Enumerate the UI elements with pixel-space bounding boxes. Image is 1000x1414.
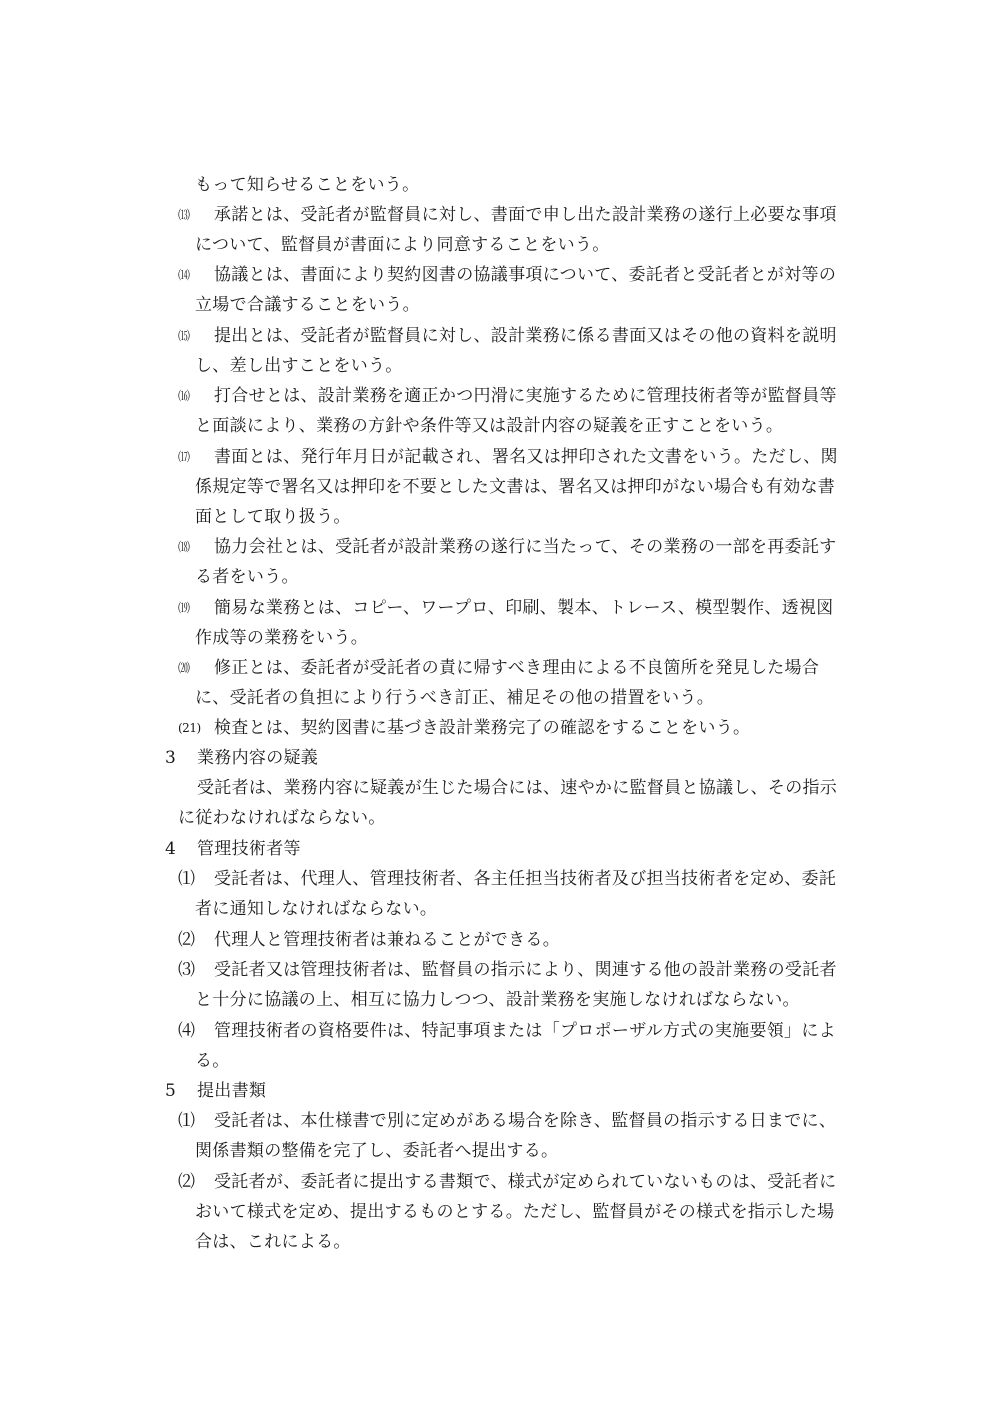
s4-item-3-line-1: 受託者又は管理技術者は、監督員の指示により、関連する他の設計業務の受託者 [214,960,837,980]
item-16-line-2: と面談により、業務の方針や条件等又は設計内容の疑義を正すことをいう。 [195,416,784,436]
s4-item-1-marker: ⑴ [178,869,196,889]
item-marker-13: ⒀ [178,208,190,222]
item-marker-15: ⒂ [178,329,190,343]
item-16-line-1: 打合せとは、設計業務を適正かつ円滑に実施するために管理技術者等が監督員等 [214,386,837,406]
item-19-line-1: 簡易な業務とは、コピー、ワープロ、印刷、製本、トレース、模型製作、透視図 [214,598,834,618]
item-13-line-1: 承諾とは、受託者が監督員に対し、書面で申し出た設計業務の遂行上必要な事項 [214,205,837,225]
item-marker-16: ⒃ [178,389,190,403]
s5-item-1-line-2: 関係書類の整備を完了し、委託者へ提出する。 [195,1141,559,1161]
s5-item-1-line-1: 受託者は、本仕様書で別に定めがある場合を除き、監督員の指示する日までに、 [214,1111,837,1131]
section-5-heading: 提出書類 [197,1081,267,1101]
item-20-line-1: 修正とは、委託者が受託者の責に帰すべき理由による不良箇所を発見した場合 [214,658,820,678]
s4-item-2-line-1: 代理人と管理技術者は兼ねることができる。 [214,930,560,950]
s4-item-3-marker: ⑶ [178,960,196,980]
item-18-line-1: 協力会社とは、受託者が設計業務の遂行に当たって、その業務の一部を再委託す [214,537,837,557]
item-20-line-2: に、受託者の負担により行うべき訂正、補足その他の措置をいう。 [195,688,714,708]
continuation-line: もって知らせることをいう。 [195,175,420,195]
item-14-line-1: 協議とは、書面により契約図書の協議事項について、委託者と受託者とが対等の [214,265,837,285]
item-marker-19: ⒆ [178,601,190,615]
s5-item-2-line-1: 受託者が、委託者に提出する書類で、様式が定められていないものは、受託者に [214,1172,837,1192]
item-marker-14: ⒁ [178,268,190,282]
s5-item-1-marker: ⑴ [178,1111,196,1131]
item-17-line-1: 書面とは、発行年月日が記載され、署名又は押印された文書をいう。ただし、関 [214,447,838,467]
item-marker-18: ⒅ [178,540,190,554]
item-17-line-2: 係規定等で署名又は押印を不要とした文書は、署名又は押印がない場合も有効な書 [195,477,836,497]
section-5-number: 5 [165,1081,177,1101]
section-3-number: 3 [165,748,177,768]
item-15-line-2: し、差し出すことをいう。 [195,356,403,376]
s5-item-2-line-2: おいて様式を定め、提出するものとする。ただし、監督員がその様式を指示した場 [195,1202,835,1222]
item-13-line-2: について、監督員が書面により同意することをいう。 [195,235,610,255]
s4-item-1-line-1: 受託者は、代理人、管理技術者、各主任担当技術者及び担当技術者を定め、委託 [214,869,837,889]
item-19-line-2: 作成等の業務をいう。 [195,628,368,648]
section-3-line-1: 受託者は、業務内容に疑義が生じた場合には、速やかに監督員と協議し、その指示 [197,778,838,798]
section-3-line-2: に従わなければならない。 [178,808,386,828]
s4-item-2-marker: ⑵ [178,930,196,950]
section-4-number: 4 [165,839,177,859]
section-4-heading: 管理技術者等 [197,839,301,859]
item-marker-20: ⒇ [178,661,190,675]
s4-item-1-line-2: 者に通知しなければならない。 [195,899,438,919]
s5-item-2-line-3: 合は、これによる。 [195,1232,351,1252]
item-21-line-1: 検査とは、契約図書に基づき設計業務完了の確認をすることをいう。 [214,718,751,738]
item-15-line-1: 提出とは、受託者が監督員に対し、設計業務に係る書面又はその他の資料を説明 [214,326,837,346]
s4-item-4-marker: ⑷ [178,1021,196,1041]
s4-item-3-line-2: と十分に協議の上、相互に協力しつつ、設計業務を実施しなければならない。 [195,990,800,1010]
section-3-heading: 業務内容の疑義 [197,748,319,768]
item-marker-21: (21) [178,721,201,735]
item-18-line-2: る者をいう。 [195,567,299,587]
item-17-line-3: 面として取り扱う。 [195,507,351,527]
s4-item-4-line-2: る。 [195,1051,230,1071]
s5-item-2-marker: ⑵ [178,1172,196,1192]
item-marker-17: ⒄ [178,450,190,464]
s4-item-4-line-1: 管理技術者の資格要件は、特記事項または「プロポーザル方式の実施要領」によ [214,1021,836,1041]
item-14-line-2: 立場で合議することをいう。 [195,295,420,315]
